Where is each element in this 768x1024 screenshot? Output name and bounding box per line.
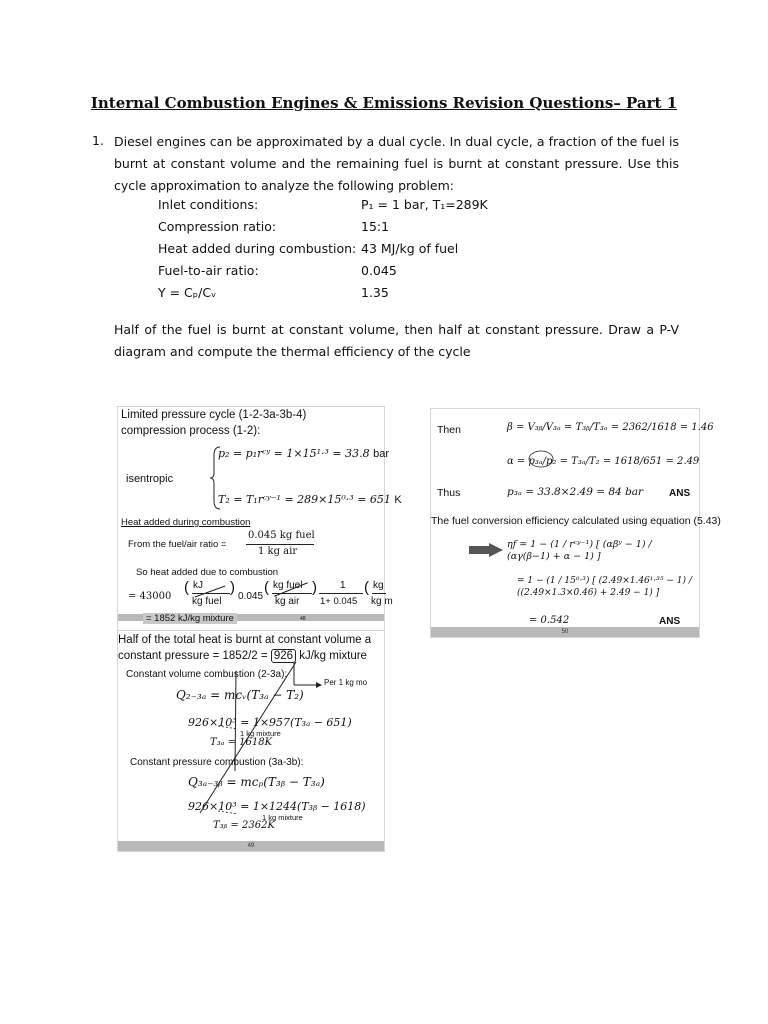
beta-equation: β = V₃ᵦ/V₃ₐ = T₃ᵦ/T₃ₐ = 2362/1618 = 1.46: [507, 422, 714, 433]
param-value: P₁ = 1 bar, T₁=289K: [361, 197, 488, 212]
slide-subheading: constant pressure = 1852/2 = 926 kJ/kg mixture: [118, 650, 367, 662]
calc-kgfuel2: kg fuel: [273, 580, 303, 591]
isentropic-label: isentropic: [126, 473, 174, 485]
calc-kg-br: kg m: [371, 596, 393, 607]
then-label: Then: [437, 424, 461, 436]
cp-heading: Constant pressure combustion (3a-3b):: [130, 757, 304, 768]
param-label: Inlet conditions:: [158, 197, 259, 212]
param-value: 43 MJ/kg of fuel: [361, 241, 459, 256]
document-title: Internal Combustion Engines & Emissions Revision Questions– Part 1: [90, 94, 678, 112]
result-text: = 1852 kJ/kg mixture: [143, 613, 237, 624]
paren-open: (: [264, 579, 269, 596]
param-label: Fuel-to-air ratio:: [158, 263, 259, 278]
eq-q3: Q₃ₐ₋₃ᵦ = mcₚ(T₃ᵦ − T₃ₐ): [188, 775, 325, 789]
kg-mixture-label: 1 kg mixture: [240, 729, 281, 738]
calc-kgfuel: kg fuel: [192, 596, 222, 607]
ans-label: ANS: [669, 488, 691, 499]
fraction-line: [246, 544, 314, 545]
page-number: 49: [247, 843, 255, 849]
calc-one: 1: [340, 580, 346, 591]
question-number: 1.: [92, 133, 104, 148]
eq-t2: T₂ = T₁rᶜʸ⁻¹ = 289×15⁰·³ = 651 K: [218, 493, 402, 506]
param-value: 1.35: [361, 285, 389, 300]
heat-heading: Heat added during combustion: [121, 517, 251, 528]
slide-48: [117, 406, 402, 632]
eta-formula: ηf = 1 − (1 / rᶜʸ⁻¹) [ (αβʸ − 1) / (αγ(β−1) + α − 1) ]: [507, 539, 652, 562]
kg-mixture-label: 1 kg mixture: [262, 813, 303, 822]
param-row: [158, 219, 389, 234]
eq-q23: Q₂₋₃ₐ = mcᵥ(T₃ₐ − T₂): [176, 688, 304, 702]
param-row: [158, 197, 488, 212]
paren-close: ): [230, 579, 235, 596]
paren-open: (: [184, 579, 189, 596]
fa-numerator: 0.045 kg fuel: [248, 530, 315, 541]
slide-50: [430, 408, 721, 638]
p3a-equation: p₃ₐ = 33.8×2.49 = 84 bar: [507, 486, 644, 498]
calc-kgair: kg air: [275, 596, 300, 607]
cv-heading: Constant volume combustion (2-3a):: [126, 669, 288, 680]
slide-footer: [118, 841, 384, 851]
so-heat-label: So heat added due to combustion: [136, 567, 279, 578]
fa-denominator: 1 kg air: [258, 546, 298, 557]
fuel-air-label: From the fuel/air ratio =: [128, 539, 227, 550]
param-value: 0.045: [361, 263, 397, 278]
eta-result: = 0.542: [529, 615, 570, 626]
fraction-line: [372, 593, 386, 594]
eta-substitution: = 1 − (1 / 15⁰·³) [ (2.49×1.46¹·³⁵ − 1) / ((2.49×1.3×0.46) + 2.49 − 1) ]: [517, 576, 692, 598]
page-number: 48: [300, 616, 306, 622]
thus-label: Thus: [437, 487, 461, 499]
fuel-conv-label: The fuel conversion efficiency calculated using equation (5.43): [431, 515, 721, 527]
calc-kg-tr: kg: [373, 580, 384, 591]
param-row: [158, 285, 389, 300]
param-label: Υ = Cₚ/Cᵥ: [158, 285, 217, 300]
param-row: [158, 241, 458, 256]
calc-kj: kJ: [193, 580, 203, 591]
eq-926a: 926×10³ = 1×957(T₃ₐ − 651): [188, 716, 352, 729]
slide-heading: Limited pressure cycle (1-2-3a-3b-4): [121, 409, 307, 421]
question-intro: Diesel engines can be approximated by a dual cycle. In dual cycle, a fraction of the fuel is burnt at constant volume and the remaining fuel is burnt at constant pressure. Use this cycle approximation to analyze the following problem:: [114, 134, 679, 193]
page-number: 50: [561, 629, 569, 635]
per-kg-label: Per 1 kg mo: [324, 678, 368, 687]
fraction-line: [319, 593, 363, 594]
highlight-box: 926: [271, 649, 296, 663]
eq-t3b: T₃ᵦ = 2362K: [213, 820, 275, 831]
eq-t3a: T₃ₐ = 1618K: [210, 737, 273, 748]
calc-mid: 0.045: [238, 591, 264, 602]
paren-close: ): [312, 579, 317, 596]
eq-926b: 926×10³ = 1×1244(T₃ᵦ − 1618): [188, 800, 366, 813]
alpha-equation: α = p₃ₐ/p₂ = T₃ₐ/T₂ = 1618/651 = 2.49: [507, 456, 700, 467]
slide-footer: [431, 627, 699, 637]
param-label: Compression ratio:: [158, 219, 277, 234]
param-value: 15:1: [361, 219, 390, 234]
question-follow-up: Half of the fuel is burnt at constant volume, then half at constant pressure. Draw a P-V diagram and compute the thermal efficiency of the cycle: [114, 322, 679, 359]
slide-heading: Half of the total heat is burnt at constant volume a: [118, 634, 372, 646]
paren-open: (: [364, 579, 369, 596]
arrow-right-icon: [469, 543, 503, 557]
slide-49: [117, 630, 385, 852]
eq-p2: p₂ = p₁rᶜʸ = 1×15¹·³ = 33.8 bar: [218, 447, 390, 460]
slide-subheading: compression process (1-2):: [121, 425, 261, 437]
fraction-line: [192, 593, 230, 594]
param-row: [158, 263, 397, 278]
ans-label: ANS: [659, 616, 681, 627]
param-label: Heat added during combustion:: [158, 241, 357, 256]
calc-prefix: = 43000: [128, 591, 172, 602]
calc-den: 1+ 0.045: [320, 596, 358, 607]
